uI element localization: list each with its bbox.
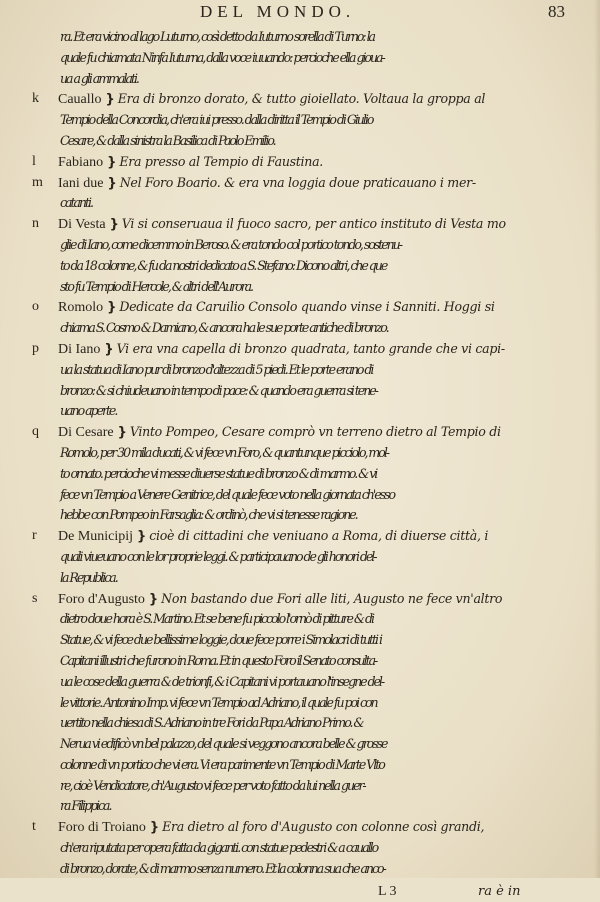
text-body bbox=[0, 27, 600, 902]
entry-first-line bbox=[0, 339, 600, 360]
brace-icon: } bbox=[117, 425, 125, 441]
brace-icon: } bbox=[105, 92, 113, 108]
note-marker: t bbox=[32, 819, 34, 835]
entry-text: Non bastando due Fori alle liti, Augusto ne fece vn'altro bbox=[161, 590, 503, 606]
text-line: Capitani illustri che furono in Roma. Et in questo Foro il Senato consulta- bbox=[60, 652, 377, 668]
page-edge-shadow bbox=[594, 0, 600, 878]
entry-text: Nel Foro Boario. & era vna loggia doue praticauano i mer- bbox=[119, 174, 476, 190]
brace-icon: } bbox=[107, 154, 115, 170]
text-line: di bronzo, dorate, & di marmo senza numero. Et la colonna sua che anco- bbox=[60, 860, 385, 876]
text-line: ra Filippica. bbox=[60, 798, 111, 814]
brace-icon: } bbox=[148, 591, 157, 607]
text-line: Romolo, per 30 mila ducati, & vi fece vn Foro, & quantunque picciolo, mol- bbox=[60, 444, 389, 460]
entry-first-line bbox=[0, 152, 600, 173]
text-line: Nerua vi edificò vn bel palazzo, del quale si veggono ancora belle & grosse bbox=[60, 736, 387, 752]
brace-icon: } bbox=[149, 820, 158, 836]
entry-headword: Romolo bbox=[58, 300, 104, 316]
text-line: le vittorie. Antonino Imp. vi fece vn Tempio ad Adriano, il quale fu poi con bbox=[60, 694, 377, 710]
entry-first-line bbox=[0, 817, 600, 838]
entry-headword: Foro d'Augusto bbox=[58, 591, 145, 607]
entry bbox=[0, 173, 600, 215]
brace-icon: } bbox=[107, 175, 115, 191]
note-marker: r bbox=[32, 528, 35, 544]
text-line: uertito nella chiesa di S. Adriano in tre Fori da Papa Adriano Primo. & bbox=[60, 715, 363, 731]
entry-text: Dedicate da Caruilio Consolo quando vinse i Sanniti. Hoggi si bbox=[119, 299, 495, 315]
text-line: dietro doue hora è S. Martino. Et se bene fu piccolo l'ornò di pitture & di bbox=[60, 611, 373, 627]
entry-first-line bbox=[0, 422, 600, 443]
entry-first-line bbox=[0, 526, 600, 547]
entry bbox=[0, 817, 600, 879]
running-head bbox=[0, 2, 600, 28]
entry-first-line bbox=[0, 173, 600, 194]
entry-text: Vi si conseruaua il fuoco sacro, per antico instituto di Vesta mo bbox=[121, 216, 506, 232]
note-marker: l bbox=[32, 153, 34, 169]
entry-headword: De Municipij bbox=[58, 529, 134, 545]
entry-headword: Di Cesare bbox=[58, 425, 114, 441]
note-marker: m bbox=[32, 174, 41, 190]
brace-icon: } bbox=[104, 341, 112, 357]
text-line: fece vn Tempio a Venere Genitrice, del quale fece voto nella giornata ch'esso bbox=[60, 486, 394, 502]
entry-headword: Di Vesta bbox=[58, 217, 106, 233]
note-marker: s bbox=[32, 590, 36, 606]
entry-headword: Cauallo bbox=[58, 92, 102, 108]
entry-first-line bbox=[0, 589, 600, 610]
note-marker: q bbox=[32, 424, 37, 440]
text-line: re, cioè Vendicatore, ch'Augusto vi fece per voto fatto da lui nella guer- bbox=[60, 777, 365, 793]
brace-icon: } bbox=[137, 529, 145, 545]
entry bbox=[0, 589, 600, 818]
text-line: Tempio della Concordia, ch'era iui presso. dalla diritta il Tempio di Giulio bbox=[60, 112, 373, 128]
entry-text: Era di bronzo dorato, & tutto gioiellato. Voltaua la groppa al bbox=[117, 91, 486, 107]
note-marker: o bbox=[32, 299, 37, 315]
text-line: Cesare, & dalla sinistra la Basilica di Paolo Emilio. bbox=[60, 132, 275, 148]
entry-headword: Di Iano bbox=[58, 341, 101, 357]
text-line: ua le cose della guerra & de trionfi, & i Capitani vi portauano l'insegne del- bbox=[60, 673, 384, 689]
brace-icon: } bbox=[107, 300, 115, 316]
entry-headword: Iani due bbox=[58, 175, 104, 191]
entry bbox=[0, 89, 600, 151]
text-line: chiama S. Cosmo & Damiano, & ancora ha le sue porte antiche di bronzo. bbox=[60, 320, 388, 336]
entry-list bbox=[0, 89, 600, 879]
entry-headword: Fabiano bbox=[58, 154, 104, 170]
text-line: glie di Iano, come dicemmo in Beroso. & era tondo col portico tondo, sostenu- bbox=[60, 236, 401, 252]
entry-first-line bbox=[0, 214, 600, 235]
entry bbox=[0, 152, 600, 173]
text-line: ua a gli ammalati. bbox=[60, 70, 138, 86]
entry bbox=[0, 339, 600, 422]
signature-mark: L 3 bbox=[378, 883, 397, 899]
page-number: 83 bbox=[548, 2, 565, 21]
text-line: colonne di vn portico che vi era. Vi era parimente vn Tempio di Marte Vlto bbox=[60, 756, 384, 772]
text-line: to ornato. percioche vi messe diuerse statue di bronzo & di marmo. & vi bbox=[60, 465, 377, 481]
entry-text: Era presso al Tempio di Faustina. bbox=[119, 153, 323, 169]
note-marker: n bbox=[32, 216, 37, 232]
entry-headword: Foro di Troiano bbox=[58, 820, 146, 836]
note-marker: p bbox=[32, 340, 37, 356]
text-line: quale fu chiamata Ninfa Iuturna, dalla voce iuuando: percioche ella gioua- bbox=[60, 49, 384, 65]
entry bbox=[0, 422, 600, 526]
entry-text: Vi era vna capella di bronzo quadrata, tanto grande che vi capi- bbox=[116, 340, 505, 356]
text-line: Statue, & vi fece due bellissime loggie, doue fece porre i Simolacri di tutti i bbox=[60, 632, 381, 648]
text-line: hebbe con Pompeo in Farsaglia: & ordinò, che vi si tenesse ragione. bbox=[60, 507, 357, 523]
text-line: ra. Et era vicino al lago Luturno, così detto da Iuturno sorella di Turno: la bbox=[60, 29, 375, 44]
entry bbox=[0, 297, 600, 339]
catchword: ra è in bbox=[478, 883, 521, 899]
text-line: catanti. bbox=[60, 195, 92, 211]
text-line: uano aperte. bbox=[60, 403, 117, 419]
brace-icon: } bbox=[109, 217, 117, 233]
text-line: quali viueuano con le lor proprie leggi. & participauano de gli honori del- bbox=[60, 548, 376, 564]
entry-text: Era dietro al foro d'Augusto con colonne così grandi, bbox=[162, 819, 485, 835]
entry-text: Vinto Pompeo, Cesare comprò vn terreno dietro al Tempio di bbox=[129, 424, 501, 440]
text-line: to da 18 colonne, & fu da nostri dedicato a S. Stefano: Dicono altri, che que bbox=[60, 257, 387, 273]
entry-text: cioè di cittadini che veniuano a Roma, di diuerse città, i bbox=[149, 528, 489, 544]
text-line: sto fu Tempio di Hercole, & altri dell'Aurora. bbox=[60, 278, 252, 294]
running-title: DEL MONDO. bbox=[200, 2, 356, 21]
entry-first-line bbox=[0, 297, 600, 318]
text-line: ch'era riputata per opera fatta da giganti. con statue pedestri & a cauallo bbox=[60, 840, 378, 856]
entry bbox=[0, 526, 600, 588]
text-line: bronzo: & si chiudeuano in tempo di pace: & quando era guerra si tene- bbox=[60, 382, 377, 398]
note-marker: k bbox=[32, 91, 37, 107]
page-footer bbox=[0, 880, 600, 902]
entry bbox=[0, 214, 600, 297]
text-line: la Republica. bbox=[60, 569, 117, 585]
text-line: ua la statua di Iano pur di bronzo d'altezza di 5 piedi. Et le porte erano di bbox=[60, 361, 373, 377]
entry-first-line bbox=[0, 89, 600, 110]
